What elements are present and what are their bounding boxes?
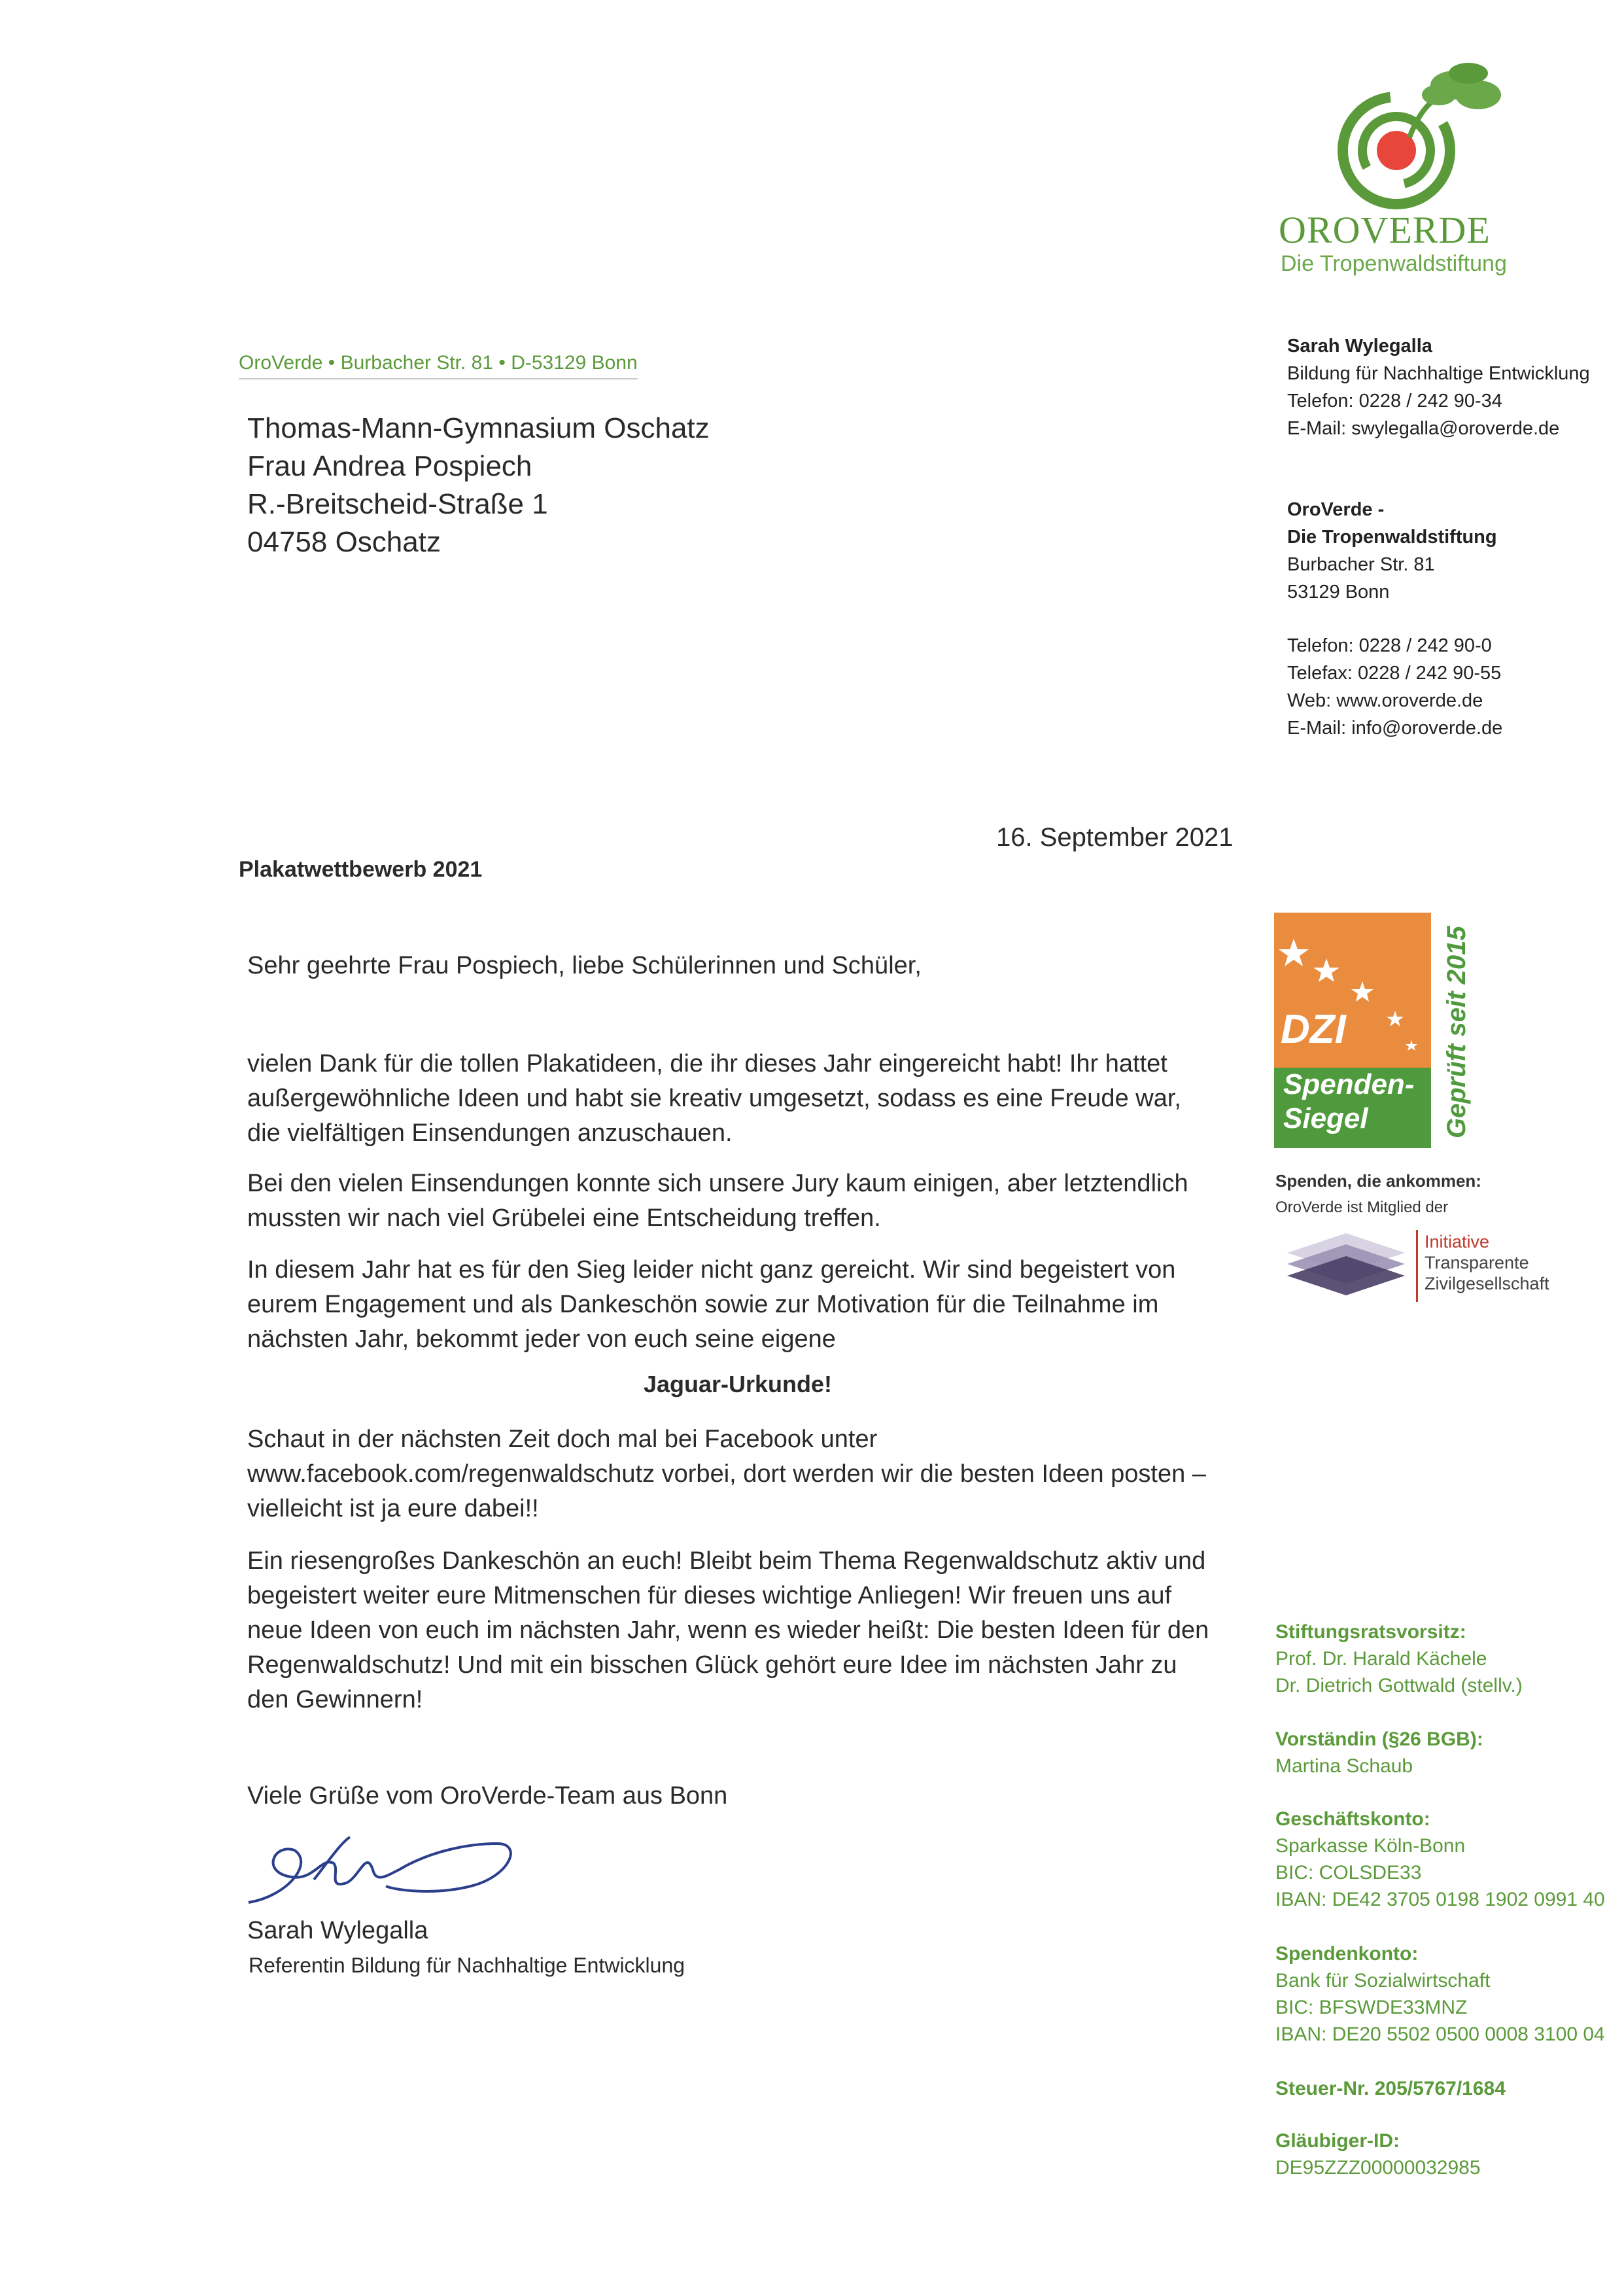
text-line: mussten wir nach viel Grübelei eine Entscheidung treffen. — [247, 1204, 881, 1232]
footer-business-account — [1275, 1806, 1605, 1913]
text-line: vielleicht ist ja eure dabei!! — [247, 1495, 539, 1522]
contact-phone: Telefon: 0228 / 242 90-34 — [1287, 391, 1502, 412]
text-line: Regenwaldschutz! Und mit ein bisschen Glück gehört eure Idee im nächsten Jahr zu — [247, 1651, 1177, 1679]
highlight-urkunde: Jaguar-Urkunde! — [643, 1371, 833, 1397]
org-phone: Telefon: 0228 / 242 90-0 — [1287, 635, 1492, 656]
contact-person-block — [1287, 332, 1590, 442]
org-fax: Telefax: 0228 / 242 90-55 — [1287, 663, 1502, 684]
text-line: In diesem Jahr hat es für den Sieg leider nicht ganz gereicht. Wir sind begeistert von — [247, 1256, 1176, 1284]
footer-creditor — [1275, 2128, 1481, 2181]
creditor-id: DE95ZZZ00000032985 — [1275, 2157, 1481, 2179]
text-line: den Gewinnern! — [247, 1686, 423, 1713]
salutation-text: Sehr geehrte Frau Pospiech, liebe Schülerinnen und Schüler, — [247, 952, 922, 979]
contact-department: Bildung für Nachhaltige Entwicklung — [1287, 363, 1590, 384]
text-line: neue Ideen von euch im nächsten Jahr, wenn es wieder heißt: Die besten Ideen für den — [247, 1617, 1209, 1644]
dzi-side-text — [1436, 913, 1476, 1148]
footer-chair — [1275, 1726, 1483, 1779]
layers-icon — [1281, 1230, 1411, 1302]
organization-address — [1287, 496, 1497, 606]
paragraph-closing-thanks — [247, 1544, 1209, 1717]
footer-donation-account — [1275, 1940, 1605, 2048]
recipient-address — [247, 410, 710, 561]
account-bic: BIC: COLSDE33 — [1275, 1862, 1422, 1883]
initiative-line3: Zivilgesellschaft — [1425, 1274, 1549, 1293]
org-name-line1: OroVerde - — [1287, 499, 1385, 520]
chair-name: Martina Schaub — [1275, 1755, 1413, 1777]
text-line: eurem Engagement und als Dankeschön sowie zur Motivation für die Teilnahme im — [247, 1291, 1159, 1318]
svg-text:Geprüft seit 2015: Geprüft seit 2015 — [1442, 926, 1471, 1138]
account-heading: Geschäftskonto: — [1275, 1808, 1430, 1830]
text-line: nächsten Jahr, bekommt jeder von euch seine eigene — [247, 1325, 836, 1353]
recipient-line: 04758 Oschatz — [247, 526, 441, 558]
text-line: vielen Dank für die tollen Plakatideen, die ihr dieses Jahr eingereicht habt! Ihr hattet — [247, 1050, 1167, 1077]
org-street: Burbacher Str. 81 — [1287, 554, 1435, 575]
initiative-divider — [1416, 1230, 1418, 1302]
tax-number: Steuer-Nr. 205/5767/1684 — [1275, 2078, 1506, 2099]
initiative-line1: Initiative — [1425, 1232, 1490, 1252]
text-line: die vielfältigen Einsendungen anzuschauen. — [247, 1119, 733, 1147]
paragraph-result — [247, 1253, 1175, 1357]
dzi-member-text: OroVerde ist Mitglied der — [1275, 1199, 1449, 1216]
initiative-line2: Transparente — [1425, 1253, 1529, 1272]
signer-title: Referentin Bildung für Nachhaltige Entwicklung — [249, 1953, 685, 1977]
text-line: begeistert weiter eure Mitmenschen für dieses wichtige Anliegen! Wir freuen uns auf — [247, 1582, 1172, 1609]
recipient-line: Frau Andrea Pospiech — [247, 450, 532, 482]
donation-heading: Spendenkonto: — [1275, 1943, 1419, 1965]
paragraph-jury — [247, 1166, 1188, 1236]
org-email: E-Mail: info@oroverde.de — [1287, 718, 1503, 739]
text-line: Schaut in der nächsten Zeit doch mal bei Facebook unter — [247, 1426, 878, 1453]
brand-name: OROVERDE — [1279, 209, 1491, 251]
signature-icon — [235, 1824, 523, 1922]
org-web: Web: www.oroverde.de — [1287, 690, 1483, 711]
donation-bic: BIC: BFSWDE33MNZ — [1275, 1997, 1468, 2018]
return-address: OroVerde • Burbacher Str. 81 • D-53129 Bonn — [239, 352, 638, 379]
dzi-spenden-siegel — [1283, 1068, 1414, 1136]
text-line: außergewöhnliche Ideen und habt sie kreativ umgesetzt, sodass es eine Freude war, — [247, 1085, 1181, 1112]
chair-heading: Vorständin (§26 BGB): — [1275, 1728, 1483, 1750]
board-member: Dr. Dietrich Gottwald (stellv.) — [1275, 1675, 1523, 1696]
initiative-text — [1425, 1231, 1549, 1294]
board-heading: Stiftungsratsvorsitz: — [1275, 1621, 1466, 1643]
donation-bank: Bank für Sozialwirtschaft — [1275, 1970, 1491, 1991]
paragraph-facebook — [247, 1422, 1206, 1526]
board-member: Prof. Dr. Harald Kächele — [1275, 1648, 1487, 1670]
recipient-line: Thomas-Mann-Gymnasium Oschatz — [247, 412, 710, 444]
brand-tagline: Die Tropenwaldstiftung — [1281, 251, 1507, 276]
text-line: Bei den vielen Einsendungen konnte sich unsere Jury kaum einigen, aber letztendlich — [247, 1170, 1188, 1197]
contact-email: E-Mail: swylegalla@oroverde.de — [1287, 418, 1560, 439]
org-name-line2: Die Tropenwaldstiftung — [1287, 527, 1497, 548]
paragraph-thanks — [247, 1047, 1181, 1151]
letter-subject: Plakatwettbewerb 2021 — [239, 857, 483, 882]
dzi-label: DZI — [1281, 1007, 1346, 1052]
organization-contact — [1287, 632, 1502, 742]
org-city: 53129 Bonn — [1287, 582, 1390, 603]
contact-name: Sarah Wylegalla — [1287, 336, 1432, 357]
footer-tax — [1275, 2075, 1506, 2102]
dzi-caption: Spenden, die ankommen: — [1275, 1171, 1481, 1191]
text-line: www.facebook.com/regenwaldschutz vorbei, dort werden wir die besten Ideen posten – — [247, 1460, 1206, 1488]
signer-name: Sarah Wylegalla — [247, 1917, 428, 1944]
account-bank: Sparkasse Köln-Bonn — [1275, 1835, 1466, 1857]
creditor-heading: Gläubiger-ID: — [1275, 2130, 1400, 2152]
dzi-spenden-line1: Spenden- — [1283, 1068, 1415, 1100]
donation-iban: IBAN: DE20 5502 0500 0008 3100 04 — [1275, 2023, 1605, 2045]
account-iban: IBAN: DE42 3705 0198 1902 0991 40 — [1275, 1889, 1605, 1910]
dzi-spenden-line2: Siegel — [1283, 1102, 1368, 1134]
closing-greeting: Viele Grüße vom OroVerde-Team aus Bonn — [247, 1782, 728, 1810]
salutation — [247, 949, 922, 983]
letter-date: 16. September 2021 — [996, 823, 1234, 852]
footer-board — [1275, 1619, 1523, 1699]
recipient-line: R.-Breitscheid-Straße 1 — [247, 488, 548, 520]
oroverde-logo-icon — [1321, 59, 1517, 209]
text-line: Ein riesengroßes Dankeschön an euch! Bleibt beim Thema Regenwaldschutz aktiv und — [247, 1547, 1206, 1575]
